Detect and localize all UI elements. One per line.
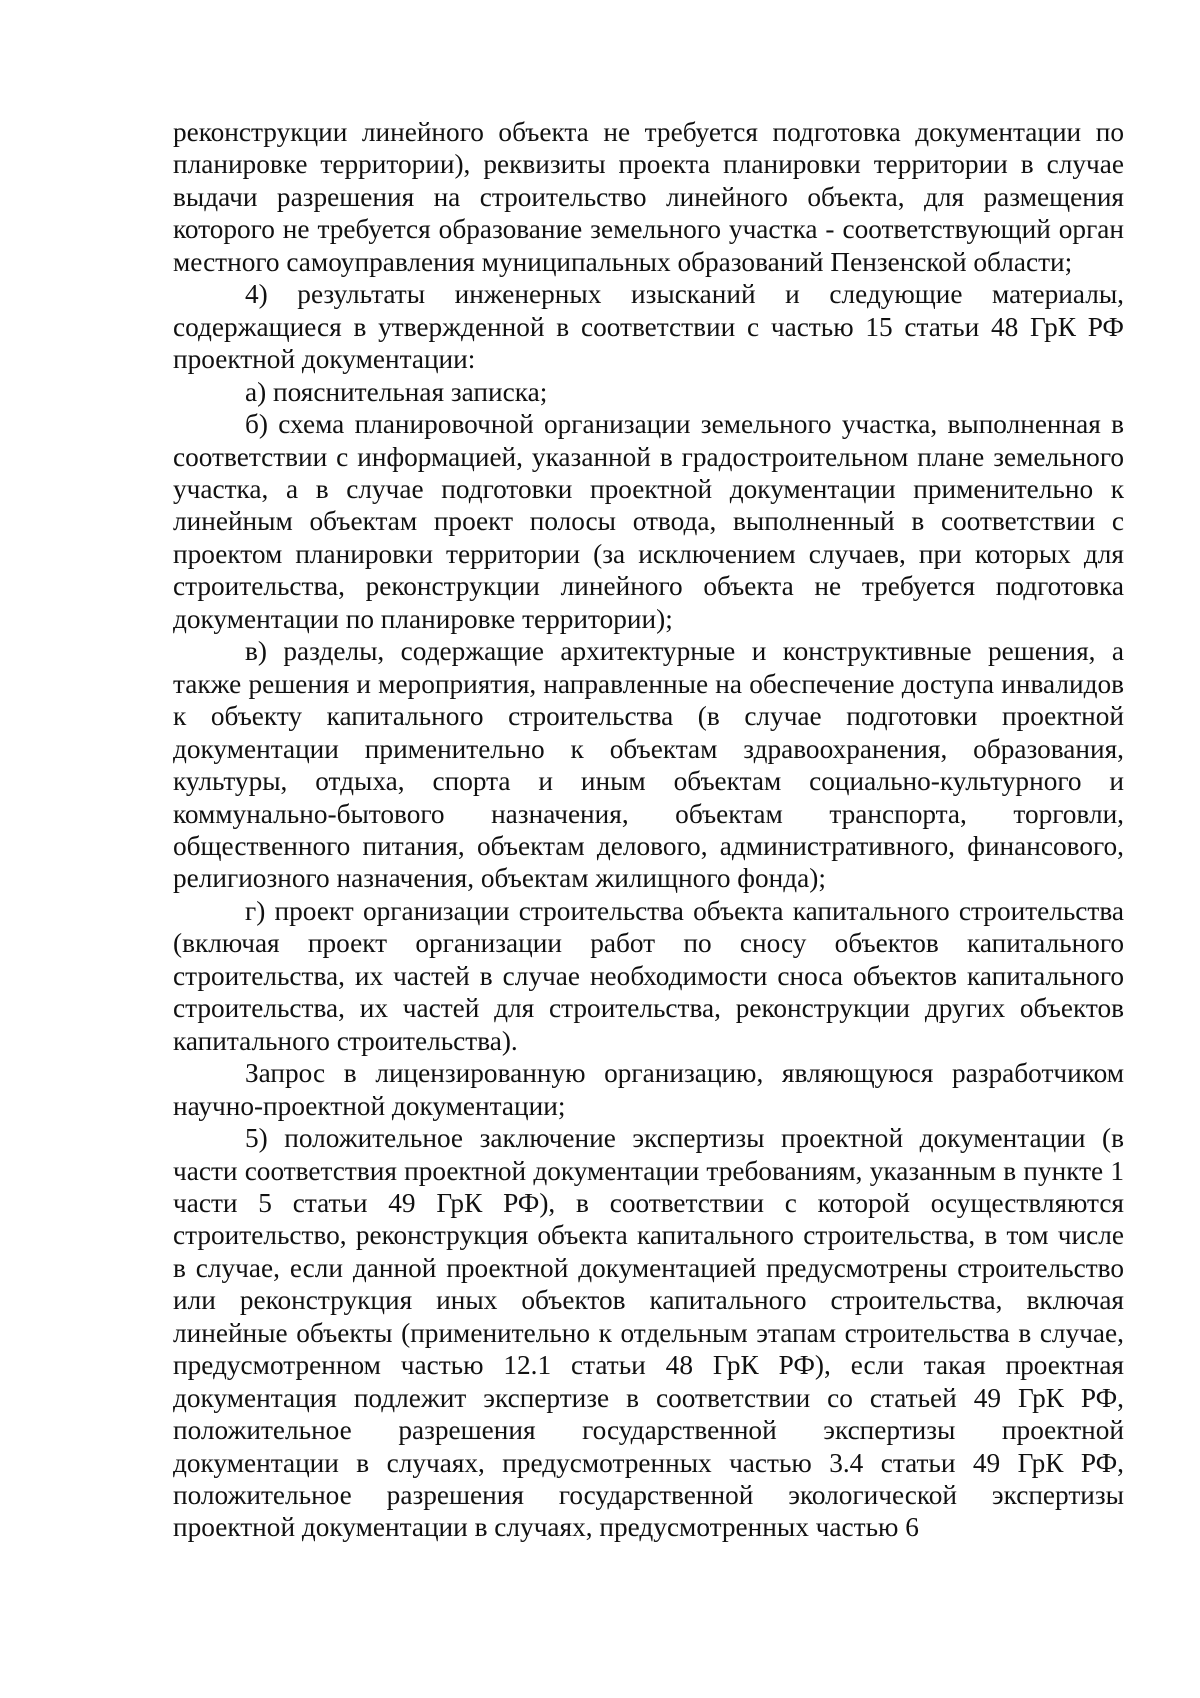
- document-page: [173, 116, 1124, 1544]
- paragraph-item-v-architectural-sections: в) разделы, содержащие архитектурные и конструктивные решения, а также решения и мероприятия, направленные на обеспечение доступа инвалидов к объекту капитального строительства (в случае подготовки проектной документации применительно к объектам здравоохранения, образования, культуры, отдыха, спорта и иным объектам социально-культурного и коммунально-бытового назначения, объектам транспорта, торговли, общественного питания, объектам делового, административного, финансового, религиозного назначения, объектам жилищного фонда);: [173, 636, 1124, 894]
- paragraph-licensed-organization-request: Запрос в лицензированную организацию, являющуюся разработчиком научно-проектной документации;: [173, 1058, 1124, 1121]
- paragraph-item-5-expert-conclusion: 5) положительное заключение экспертизы проектной документации (в части соответствия проектной документации требованиям, указанным в пункте 1 части 5 статьи 49 ГрК РФ), в соответствии с которой осуществляются строительство, реконструкция объекта капитального строительства, в том числе в случае, если данной проектной документацией предусмотрены строительство или реконструкция иных объектов капитального строительства, включая линейные объекты (применительно к отдельным этапам строительства в случае, предусмотренном частью 12.1 статьи 48 ГрК РФ), если такая проектная документация подлежит экспертизе в соответствии со статьей 49 ГрК РФ, положительное разрешения государственной экспертизы проектной документации в случаях, предусмотренных частью 3.4 статьи 49 ГрК РФ, положительное разрешения государственной экологической экспертизы проектной документации в случаях, предусмотренных частью 6: [173, 1123, 1124, 1543]
- paragraph-item-a-explanatory-note: а) пояснительная записка;: [245, 376, 548, 407]
- paragraph-item-4-engineering-surveys: 4) результаты инженерных изысканий и следующие материалы, содержащиеся в утвержденной в соответствии с частью 15 статьи 48 ГрК РФ проектной документации:: [173, 279, 1124, 375]
- paragraph-item-b-site-plan-scheme: б) схема планировочной организации земельного участка, выполненная в соответствии с информацией, указанной в градостроительном плане земельного участка, а в случае подготовки проектной документации применительно к линейным объектам проект полосы отвода, выполненный в соответствии с проектом планировки территории (за исключением случаев, при которых для строительства, реконструкции линейного объекта не требуется подготовка документации по планировке территории);: [173, 409, 1124, 634]
- paragraph-item-g-construction-organization: г) проект организации строительства объекта капитального строительства (включая проект организации работ по сносу объектов капитального строительства, их частей в случае необходимости сноса объектов капитального строительства, их частей для строительства, реконструкции других объектов капитального строительства).: [173, 895, 1124, 1056]
- paragraph-reconstruction-continuation: реконструкции линейного объекта не требуется подготовка документации по планировке территории), реквизиты проекта планировки территории в случае выдачи разрешения на строительство линейного объекта, для размещения которого не требуется образование земельного участка - соответствующий орган местного самоуправления муниципальных образований Пензенской области;: [173, 117, 1124, 277]
